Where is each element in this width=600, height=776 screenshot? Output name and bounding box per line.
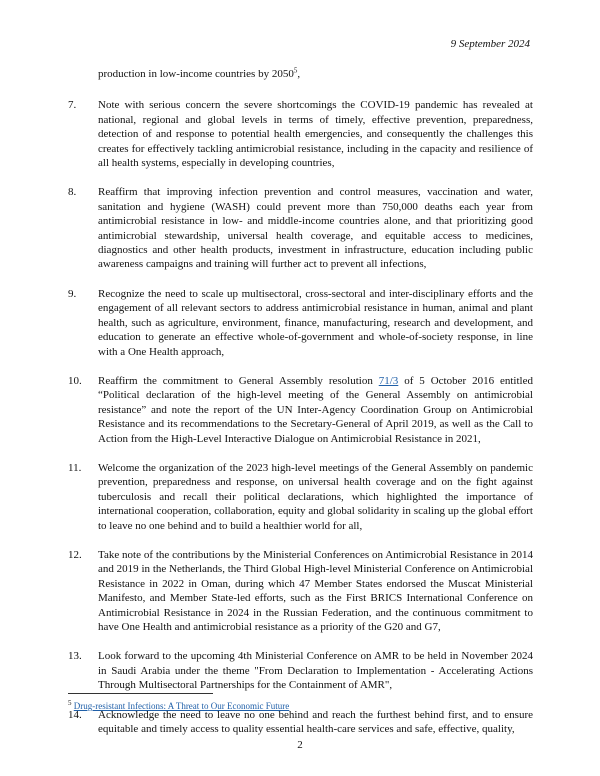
document-body bbox=[68, 67, 533, 751]
paragraph-text-post: of 5 October 2016 entitled “Political declaration of the high-level meeting of the General Assembly on antimicrobial resistance” and note the report of the UN Inter-Agency Coordination Group on Antimicrobial Resistance and its recommendations to the Secretary-General of April 2019, as well as the Call to Action from the High-Level Interactive Dialogue on Antimicrobial Resistance in 2021, bbox=[98, 374, 533, 445]
footnote-link[interactable]: Drug-resistant Infections: A Threat to Our Economic Future bbox=[73, 701, 290, 711]
paragraph-8 bbox=[68, 185, 533, 271]
continuation-end: , bbox=[297, 68, 301, 80]
footnote-marker: 5 bbox=[68, 699, 72, 707]
paragraph-number: 13. bbox=[68, 650, 82, 663]
footnote-divider bbox=[68, 693, 213, 694]
paragraph-number: 11. bbox=[68, 461, 82, 474]
paragraph-text: Acknowledge the need to leave no one behind and reach the furthest behind first, and to ensure equitable and timely access to quality essential health-care services and safe, effective, quality, bbox=[98, 708, 533, 736]
footnote-ref[interactable]: 5 bbox=[293, 66, 298, 75]
paragraph-10 bbox=[68, 374, 533, 446]
resolution-link[interactable]: 71/3 bbox=[378, 374, 399, 387]
paragraph-text: Reaffirm that improving infection prevention and control measures, vaccination and water, sanitation and hygiene (WASH) could prevent more than 750,000 deaths each year from antimicrobial resistance in low- and middle-income countries alone, and that prioritizing good antimicrobial stewardship, universal health coverage, and equitable access to medicines, diagnostics and other health products, investment in infrastructure, education including public awareness campaigns and training will further act to prevent all infections, bbox=[98, 186, 533, 271]
paragraph-7 bbox=[68, 98, 533, 170]
paragraph-number: 7. bbox=[68, 99, 77, 112]
paragraph-12 bbox=[68, 548, 533, 634]
header-date: 9 September 2024 bbox=[450, 38, 530, 50]
paragraph-14 bbox=[68, 708, 533, 737]
paragraph-number: 10. bbox=[68, 374, 82, 387]
paragraph-text: Recognize the need to scale up multisectoral, cross-sectoral and inter-disciplinary efforts and the engagement of all relevant sectors to address antimicrobial resistance in human, animal and plant health, such as agriculture, environment, finance, manufacturing, research and development, and education to generate an effective whole-of-government and whole-of-society response, in line with a One Health approach, bbox=[98, 287, 533, 358]
paragraph-number: 9. bbox=[68, 287, 77, 300]
footnote bbox=[68, 701, 289, 711]
continuation-text: production in low-income countries by 2050 bbox=[98, 68, 294, 80]
paragraph-11 bbox=[68, 461, 533, 533]
paragraph-number: 14. bbox=[68, 708, 82, 721]
paragraph-text: Note with serious concern the severe shortcomings the COVID-19 pandemic has revealed at national, regional and global levels in terms of timely, effective prevention, preparedness, detection of and response to potential health emergencies, and consequently the challenges this creates for effectively tackling antimicrobial resistance, including in the capacity and resilience of all health systems, especially in developing countries, bbox=[98, 99, 533, 170]
paragraph-number: 12. bbox=[68, 548, 82, 561]
paragraph-text-pre: Reaffirm the commitment to General Assembly resolution bbox=[98, 374, 379, 387]
paragraph-13 bbox=[68, 649, 533, 692]
paragraph-text: Welcome the organization of the 2023 high-level meetings of the General Assembly on pandemic prevention, preparedness and response, on universal health coverage and on the fight against tuberculosis and recall their political declarations, which highlighted the importance of international cooperation, collaboration, equity and global solidarity in scaling up the global effort to leave no one behind and to build a healthier world for all, bbox=[98, 461, 533, 532]
paragraph-text: Look forward to the upcoming 4th Ministerial Conference on AMR to be held in November 2024 in Saudi Arabia under the theme "From Declaration to Implementation - Accelerating Actions Through Multisectoral Partnerships for the Containment of AMR", bbox=[98, 650, 533, 692]
paragraph-9 bbox=[68, 287, 533, 359]
paragraph-text: Take note of the contributions by the Ministerial Conferences on Antimicrobial Resistance in 2014 and 2019 in the Netherlands, the Third Global High-level Ministerial Conference on Antimicrobial Resistance in 2022 in Oman, during which 47 Member States endorsed the Muscat Ministerial Manifesto, and Member State-led efforts, such as the First BRICS International Conference on Antimicrobial Resistance in 2024 in the Russian Federation, and the continuous commitment to have One Health and antimicrobial resistance as a priority of the G20 and G7, bbox=[98, 548, 533, 633]
continuation-paragraph bbox=[68, 67, 533, 81]
page-number: 2 bbox=[297, 739, 303, 751]
paragraph-number: 8. bbox=[68, 186, 77, 199]
